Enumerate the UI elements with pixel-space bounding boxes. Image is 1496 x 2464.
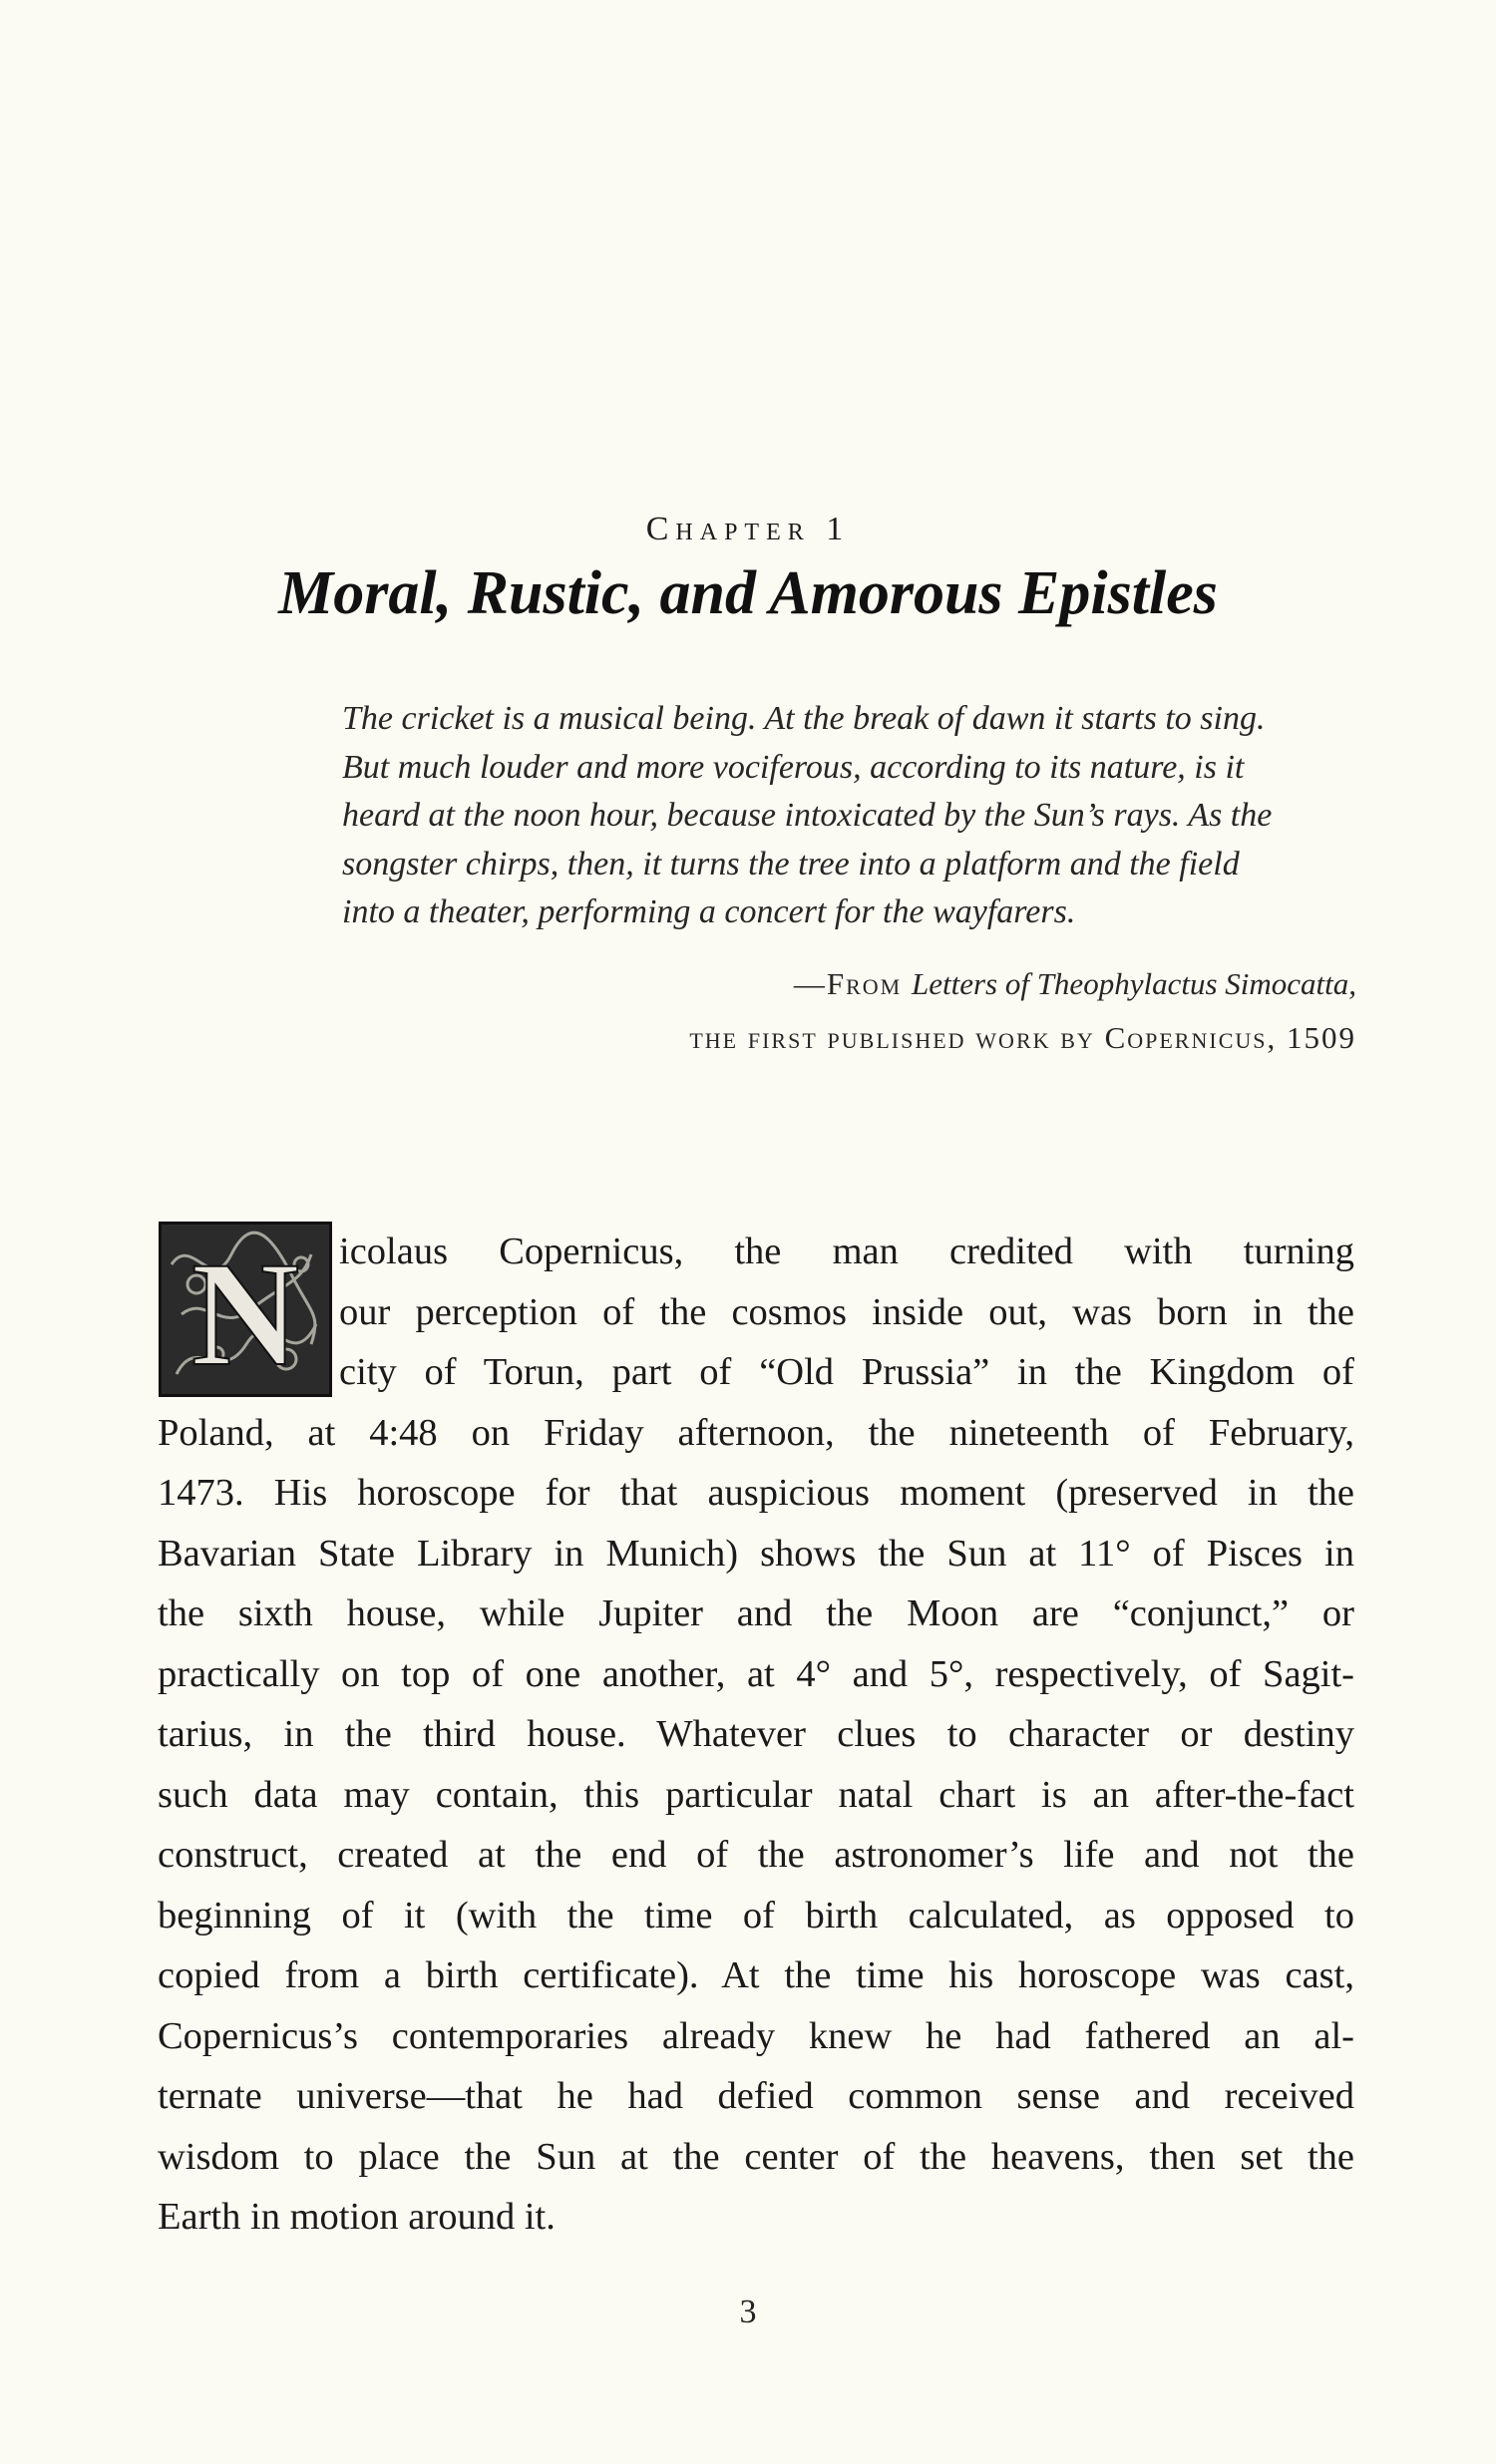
attribution-prefix: —From xyxy=(793,966,912,1001)
body-line: beginning of it (with the time of birth calculated, as opposed to xyxy=(158,1894,1354,1936)
page-number: 3 xyxy=(739,2293,757,2330)
epigraph-attribution xyxy=(259,957,1356,1065)
body-line: such data may contain, this particular natal chart is an after-the-fact xyxy=(158,1773,1354,1816)
attribution-line-2: the first published work by Copernicus, 1509 xyxy=(689,1020,1356,1055)
epigraph xyxy=(342,695,1339,937)
drop-cap-letter: N xyxy=(190,1232,300,1394)
epigraph-line: into a theater, performing a concert for the wayfarers. xyxy=(342,893,1076,930)
body-line: Copernicus’s contemporaries already knew he had fathered an al- xyxy=(158,2014,1354,2057)
attribution-work: Letters of Theophylactus Simocatta, xyxy=(911,966,1356,1001)
body-line: Poland, at 4:48 on Friday afternoon, the nineteenth of February, xyxy=(158,1411,1354,1454)
body-line: Earth in motion around it. xyxy=(158,2196,556,2238)
body-line: the sixth house, while Jupiter and the Moon are “conjunct,” or xyxy=(158,1592,1354,1634)
epigraph-line: But much louder and more vociferous, according to its nature, is it xyxy=(342,748,1245,786)
chapter-label: Chapter 1 xyxy=(645,511,851,547)
body-line: icolaus Copernicus, the man credited with turning xyxy=(339,1231,1354,1272)
body-line: construct, created at the end of the astronomer’s life and not the xyxy=(158,1834,1354,1876)
body-paragraph xyxy=(158,1222,1354,2248)
body-line: city of Torun, part of “Old Prussia” in the Kingdom of xyxy=(339,1351,1354,1393)
body-line: 1473. His horoscope for that auspicious moment (preserved in the xyxy=(158,1472,1354,1514)
chapter-title: Moral, Rustic, and Amorous Epistles xyxy=(278,559,1218,627)
body-line: our perception of the cosmos inside out, was born in the xyxy=(339,1290,1354,1333)
epigraph-line: heard at the noon hour, because intoxicated by the Sun’s rays. As the xyxy=(342,797,1273,834)
epigraph-line: The cricket is a musical being. At the break of dawn it starts to sing. xyxy=(342,700,1266,737)
body-line: tarius, in the third house. Whatever clues to character or destiny xyxy=(158,1713,1354,1755)
body-line: wisdom to place the Sun at the center of the heavens, then set the xyxy=(158,2135,1354,2178)
body-line: Bavarian State Library in Munich) shows the Sun at 11° of Pisces in xyxy=(158,1532,1354,1575)
epigraph-line: songster chirps, then, it turns the tree into a platform and the field xyxy=(342,845,1240,882)
body-line: ternate universe—that he had defied common sense and received xyxy=(158,2075,1354,2117)
body-line: copied from a birth certificate). At the time his horoscope was cast, xyxy=(158,1954,1354,1996)
body-line: practically on top of one another, at 4° and 5°, respectively, of Sagit- xyxy=(158,1652,1354,1695)
